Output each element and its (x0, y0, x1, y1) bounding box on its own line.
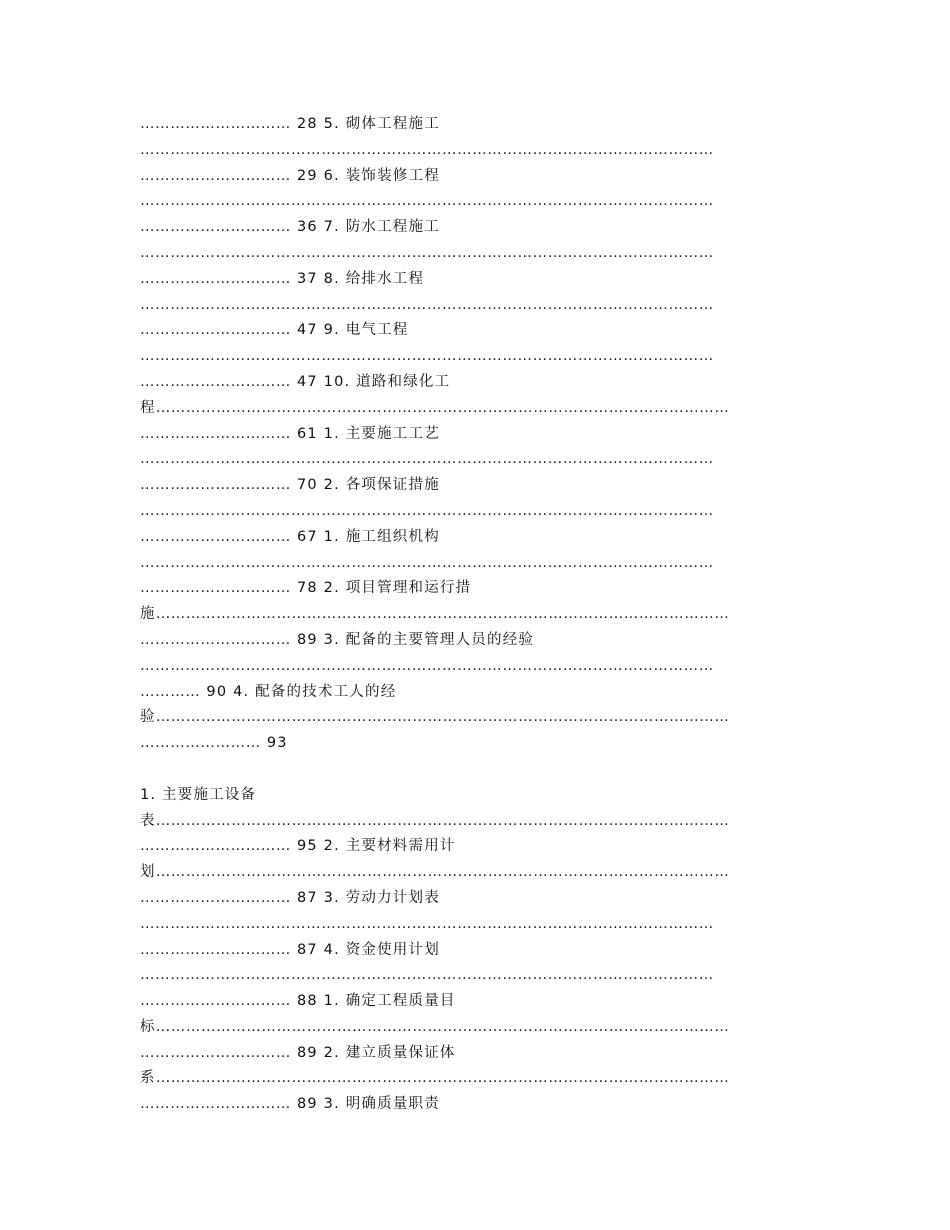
toc-line (140, 293, 808, 319)
toc-dots: …………………… (140, 735, 261, 752)
toc-line (140, 422, 808, 448)
toc-line (140, 215, 808, 241)
toc-dots: ………………………… (140, 425, 291, 442)
toc-tail: 78 2. 项目管理和运行措 (297, 580, 472, 597)
toc-dots: …………………………………………………………………………………………………… (155, 709, 730, 726)
toc-line (140, 886, 808, 912)
toc-lead: 表 (140, 812, 156, 829)
toc-line (140, 576, 808, 602)
toc-dots: …………………………………………………………………………………………………… (155, 399, 730, 416)
toc-lead: 程 (140, 399, 156, 416)
toc-line (140, 1092, 808, 1118)
toc-dots: ………………………… (140, 993, 291, 1010)
toc-line (140, 267, 808, 293)
toc-line (140, 499, 808, 525)
toc-tail: 90 4. 配备的技术工人的经 (206, 683, 397, 700)
toc-tail: 67 1. 施工组织机构 (297, 528, 440, 545)
toc-line (140, 189, 808, 215)
toc-line (140, 783, 808, 809)
toc-line (140, 654, 808, 680)
toc-tail: 37 8. 给排水工程 (297, 270, 425, 287)
toc-line (140, 551, 808, 577)
table-of-contents (140, 112, 808, 1118)
toc-line (140, 963, 808, 989)
toc-tail: 89 3. 明确质量职责 (297, 1096, 440, 1113)
toc-dots: ………………………… (140, 580, 291, 597)
toc-dots: …………………………………………………………………………………………………… (155, 812, 730, 829)
toc-line (140, 1015, 808, 1041)
toc-tail: 87 4. 资金使用计划 (297, 941, 440, 958)
toc-line (140, 473, 808, 499)
toc-line (140, 138, 808, 164)
toc-dots: ………… (140, 683, 201, 700)
toc-dots: …………………………………………………………………………………………………… (140, 193, 714, 210)
toc-dots: …………………………………………………………………………………………………… (140, 451, 714, 468)
toc-line (140, 938, 808, 964)
toc-line (140, 1041, 808, 1067)
toc-dots: ………………………… (140, 941, 291, 958)
toc-dots: …………………………………………………………………………………………………… (155, 606, 730, 623)
toc-lead: 验 (140, 709, 156, 726)
toc-tail: 88 1. 确定工程质量目 (297, 993, 456, 1010)
toc-dots: …………………………………………………………………………………………………… (140, 657, 714, 674)
toc-tail: 36 7. 防水工程施工 (297, 219, 440, 236)
toc-line (140, 860, 808, 886)
toc-dots: …………………………………………………………………………………………………… (140, 244, 714, 261)
toc-tail: 87 3. 劳动力计划表 (297, 889, 440, 906)
toc-dots: …………………………………………………………………………………………………… (155, 1070, 730, 1087)
toc-tail: 70 2. 各项保证措施 (297, 477, 440, 494)
toc-dots: ………………………… (140, 167, 291, 184)
toc-tail: 47 9. 电气工程 (297, 322, 409, 339)
toc-lead: 施 (140, 606, 156, 623)
toc-dots: ………………………… (140, 631, 291, 648)
toc-dots: ………………………… (140, 116, 291, 132)
toc-line (140, 705, 808, 731)
toc-line (140, 628, 808, 654)
toc-line (140, 164, 808, 190)
toc-line (140, 834, 808, 860)
toc-line (140, 912, 808, 938)
toc-lead: 系 (140, 1070, 156, 1087)
toc-tail: 95 2. 主要材料需用计 (297, 838, 456, 855)
toc-line (140, 112, 808, 138)
toc-tail: 89 2. 建立质量保证体 (297, 1044, 456, 1061)
toc-tail: 93 (266, 735, 288, 752)
toc-dots: ………………………… (140, 1096, 291, 1113)
toc-dots: …………………………………………………………………………………………………… (140, 915, 714, 932)
toc-dots: …………………………………………………………………………………………………… (155, 864, 730, 881)
toc-line (140, 241, 808, 267)
toc-line (140, 370, 808, 396)
toc-tail: 61 1. 主要施工工艺 (297, 425, 440, 442)
toc-dots: ………………………… (140, 838, 291, 855)
toc-dots: ………………………… (140, 477, 291, 494)
toc-dots: ………………………… (140, 219, 291, 236)
toc-line (140, 731, 808, 757)
toc-dots: …………………………………………………………………………………………………… (155, 1018, 730, 1035)
toc-line (140, 344, 808, 370)
toc-dots: …………………………………………………………………………………………………… (140, 502, 714, 519)
toc-dots: ………………………… (140, 889, 291, 906)
toc-line (140, 447, 808, 473)
toc-line (140, 680, 808, 706)
toc-dots: …………………………………………………………………………………………………… (140, 141, 714, 158)
toc-tail: 89 3. 配备的主要管理人员的经验 (297, 631, 535, 648)
toc-dots: …………………………………………………………………………………………………… (140, 967, 714, 984)
toc-lead: 1. 主要施工设备 (140, 786, 257, 803)
toc-lead: 划 (140, 864, 156, 881)
toc-dots: …………………………………………………………………………………………………… (140, 554, 714, 571)
toc-tail: 29 6. 装饰装修工程 (297, 167, 440, 184)
toc-line (140, 989, 808, 1015)
section-gap (140, 757, 808, 783)
toc-tail: 28 5. 砌体工程施工 (297, 116, 440, 132)
toc-dots: …………………………………………………………………………………………………… (140, 348, 714, 365)
toc-line (140, 318, 808, 344)
toc-line (140, 602, 808, 628)
toc-dots: ………………………… (140, 528, 291, 545)
toc-line (140, 396, 808, 422)
toc-dots: …………………………………………………………………………………………………… (140, 296, 714, 313)
toc-lead: 标 (140, 1018, 156, 1035)
toc-line (140, 1066, 808, 1092)
toc-line (140, 525, 808, 551)
toc-dots: ………………………… (140, 270, 291, 287)
toc-line (140, 809, 808, 835)
toc-dots: ………………………… (140, 322, 291, 339)
toc-dots: ………………………… (140, 373, 291, 390)
toc-tail: 47 10. 道路和绿化工 (297, 373, 451, 390)
toc-dots: ………………………… (140, 1044, 291, 1061)
